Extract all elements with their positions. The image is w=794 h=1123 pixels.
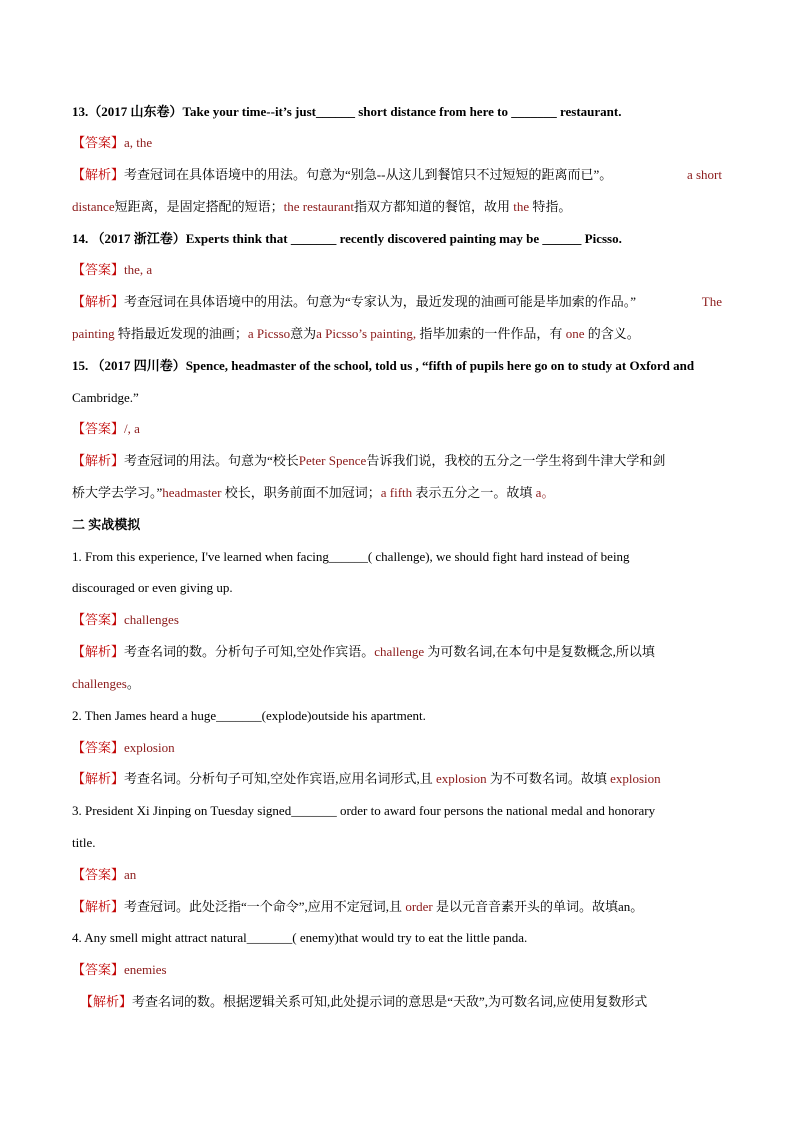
answer-text: a, the	[124, 135, 153, 150]
answer-text: explosion	[124, 740, 175, 755]
question-14-stem: 14. （2017 浙江卷）Experts think that _______ recently discovered painting may be ______ Picsso.	[72, 231, 622, 246]
explanation-label: 【解析】	[72, 771, 125, 786]
practice-4-stem: 4. Any smell might attract natural_______( enemy)that would try to eat the little panda.	[72, 930, 528, 945]
question-15-answer	[72, 421, 722, 437]
practice-2-answer	[72, 740, 722, 756]
practice-1-stem-line1: 1. From this experience, I've learned when facing______( challenge), we should fight hard instead of being	[72, 549, 630, 564]
practice-3-stem-line1: 3. President Xi Jinping on Tuesday signed_______ order to award four persons the national medal and honorary	[72, 803, 656, 818]
question-14-explanation-line2: painting 特指最近发现的油画；a Picsso意为a Picsso’s painting, 指毕加索的一件作品，有 one 的含义。	[72, 326, 640, 341]
answer-text: enemies	[124, 962, 167, 977]
explanation-label: 【解析】	[72, 453, 125, 468]
question-14-answer	[72, 262, 722, 278]
explanation-label: 【解析】	[72, 644, 125, 659]
section-2-title: 二 实战模拟	[72, 517, 141, 532]
practice-1-stem-line2: discouraged or even giving up.	[72, 580, 233, 595]
answer-label: 【答案】	[72, 867, 125, 882]
practice-3-explanation: 【解析】考查冠词。此处泛指“一个命令”,应用不定冠词,且 order 是以元音音素开头的单词。故填an。	[72, 899, 644, 914]
answer-label: 【答案】	[72, 262, 125, 277]
question-13-explanation-line1: 【解析】考查冠词在具体语境中的用法。句意为“别急--从这儿到餐馆只不过短短的距离而已”。 a short	[72, 167, 722, 182]
practice-3-stem-line2: title.	[72, 835, 96, 850]
practice-1-explanation-line2: challenges。	[72, 676, 140, 691]
practice-2-stem: 2. Then James heard a huge_______(explode)outside his apartment.	[72, 708, 426, 723]
answer-label: 【答案】	[72, 421, 125, 436]
practice-4-answer	[72, 962, 722, 978]
answer-label: 【答案】	[72, 962, 125, 977]
question-13-stem: 13.（2017 山东卷）Take your time--it’s just______ short distance from here to _______ restaurant.	[72, 104, 622, 119]
explanation-label: 【解析】	[72, 294, 125, 309]
explanation-label: 【解析】	[72, 899, 125, 914]
answer-text: challenges	[124, 612, 179, 627]
answer-text: an	[124, 867, 137, 882]
practice-2-explanation: 【解析】考查名词。分析句子可知,空处作宾语,应用名词形式,且 explosion 为不可数名词。故填 explosion	[72, 771, 661, 786]
answer-label: 【答案】	[72, 612, 125, 627]
answer-label: 【答案】	[72, 135, 125, 150]
explanation-label: 【解析】	[80, 994, 133, 1009]
practice-4-explanation: 【解析】考查名词的数。根据逻辑关系可知,此处提示词的意思是“天敌”,为可数名词,应使用复数形式	[80, 994, 648, 1009]
explanation-label: 【解析】	[72, 167, 125, 182]
practice-1-answer	[72, 612, 722, 628]
answer-text: the, a	[124, 262, 153, 277]
answer-text: /, a	[124, 421, 140, 436]
question-15-explanation-line2: 桥大学去学习。”headmaster 校长，职务前面不加冠词；a fifth 表示五分之一。故填 a。	[72, 485, 555, 500]
question-15-stem-line1: 15. （2017 四川卷）Spence, headmaster of the school, told us , “fifth of pupils here go on to study at Oxford and	[72, 358, 695, 373]
question-13-explanation-line2: distance短距离，是固定搭配的短语；the restaurant指双方都知道的餐馆，故用 the 特指。	[72, 199, 572, 214]
question-15-stem-line2: Cambridge.”	[72, 390, 139, 405]
practice-1-explanation-line1: 【解析】考查名词的数。分析句子可知,空处作宾语。challenge 为可数名词,在本句中是复数概念,所以填	[72, 644, 655, 659]
question-13-answer	[72, 135, 722, 151]
practice-3-answer	[72, 867, 722, 883]
answer-label: 【答案】	[72, 740, 125, 755]
question-14-explanation-line1: 【解析】考查冠词在具体语境中的用法。句意为“专家认为，最近发现的油画可能是毕加索的作品。” The	[72, 294, 722, 309]
question-15-explanation-line1: 【解析】考查冠词的用法。句意为“校长Peter Spence告诉我们说，我校的五分之一学生将到牛津大学和剑	[72, 453, 666, 468]
